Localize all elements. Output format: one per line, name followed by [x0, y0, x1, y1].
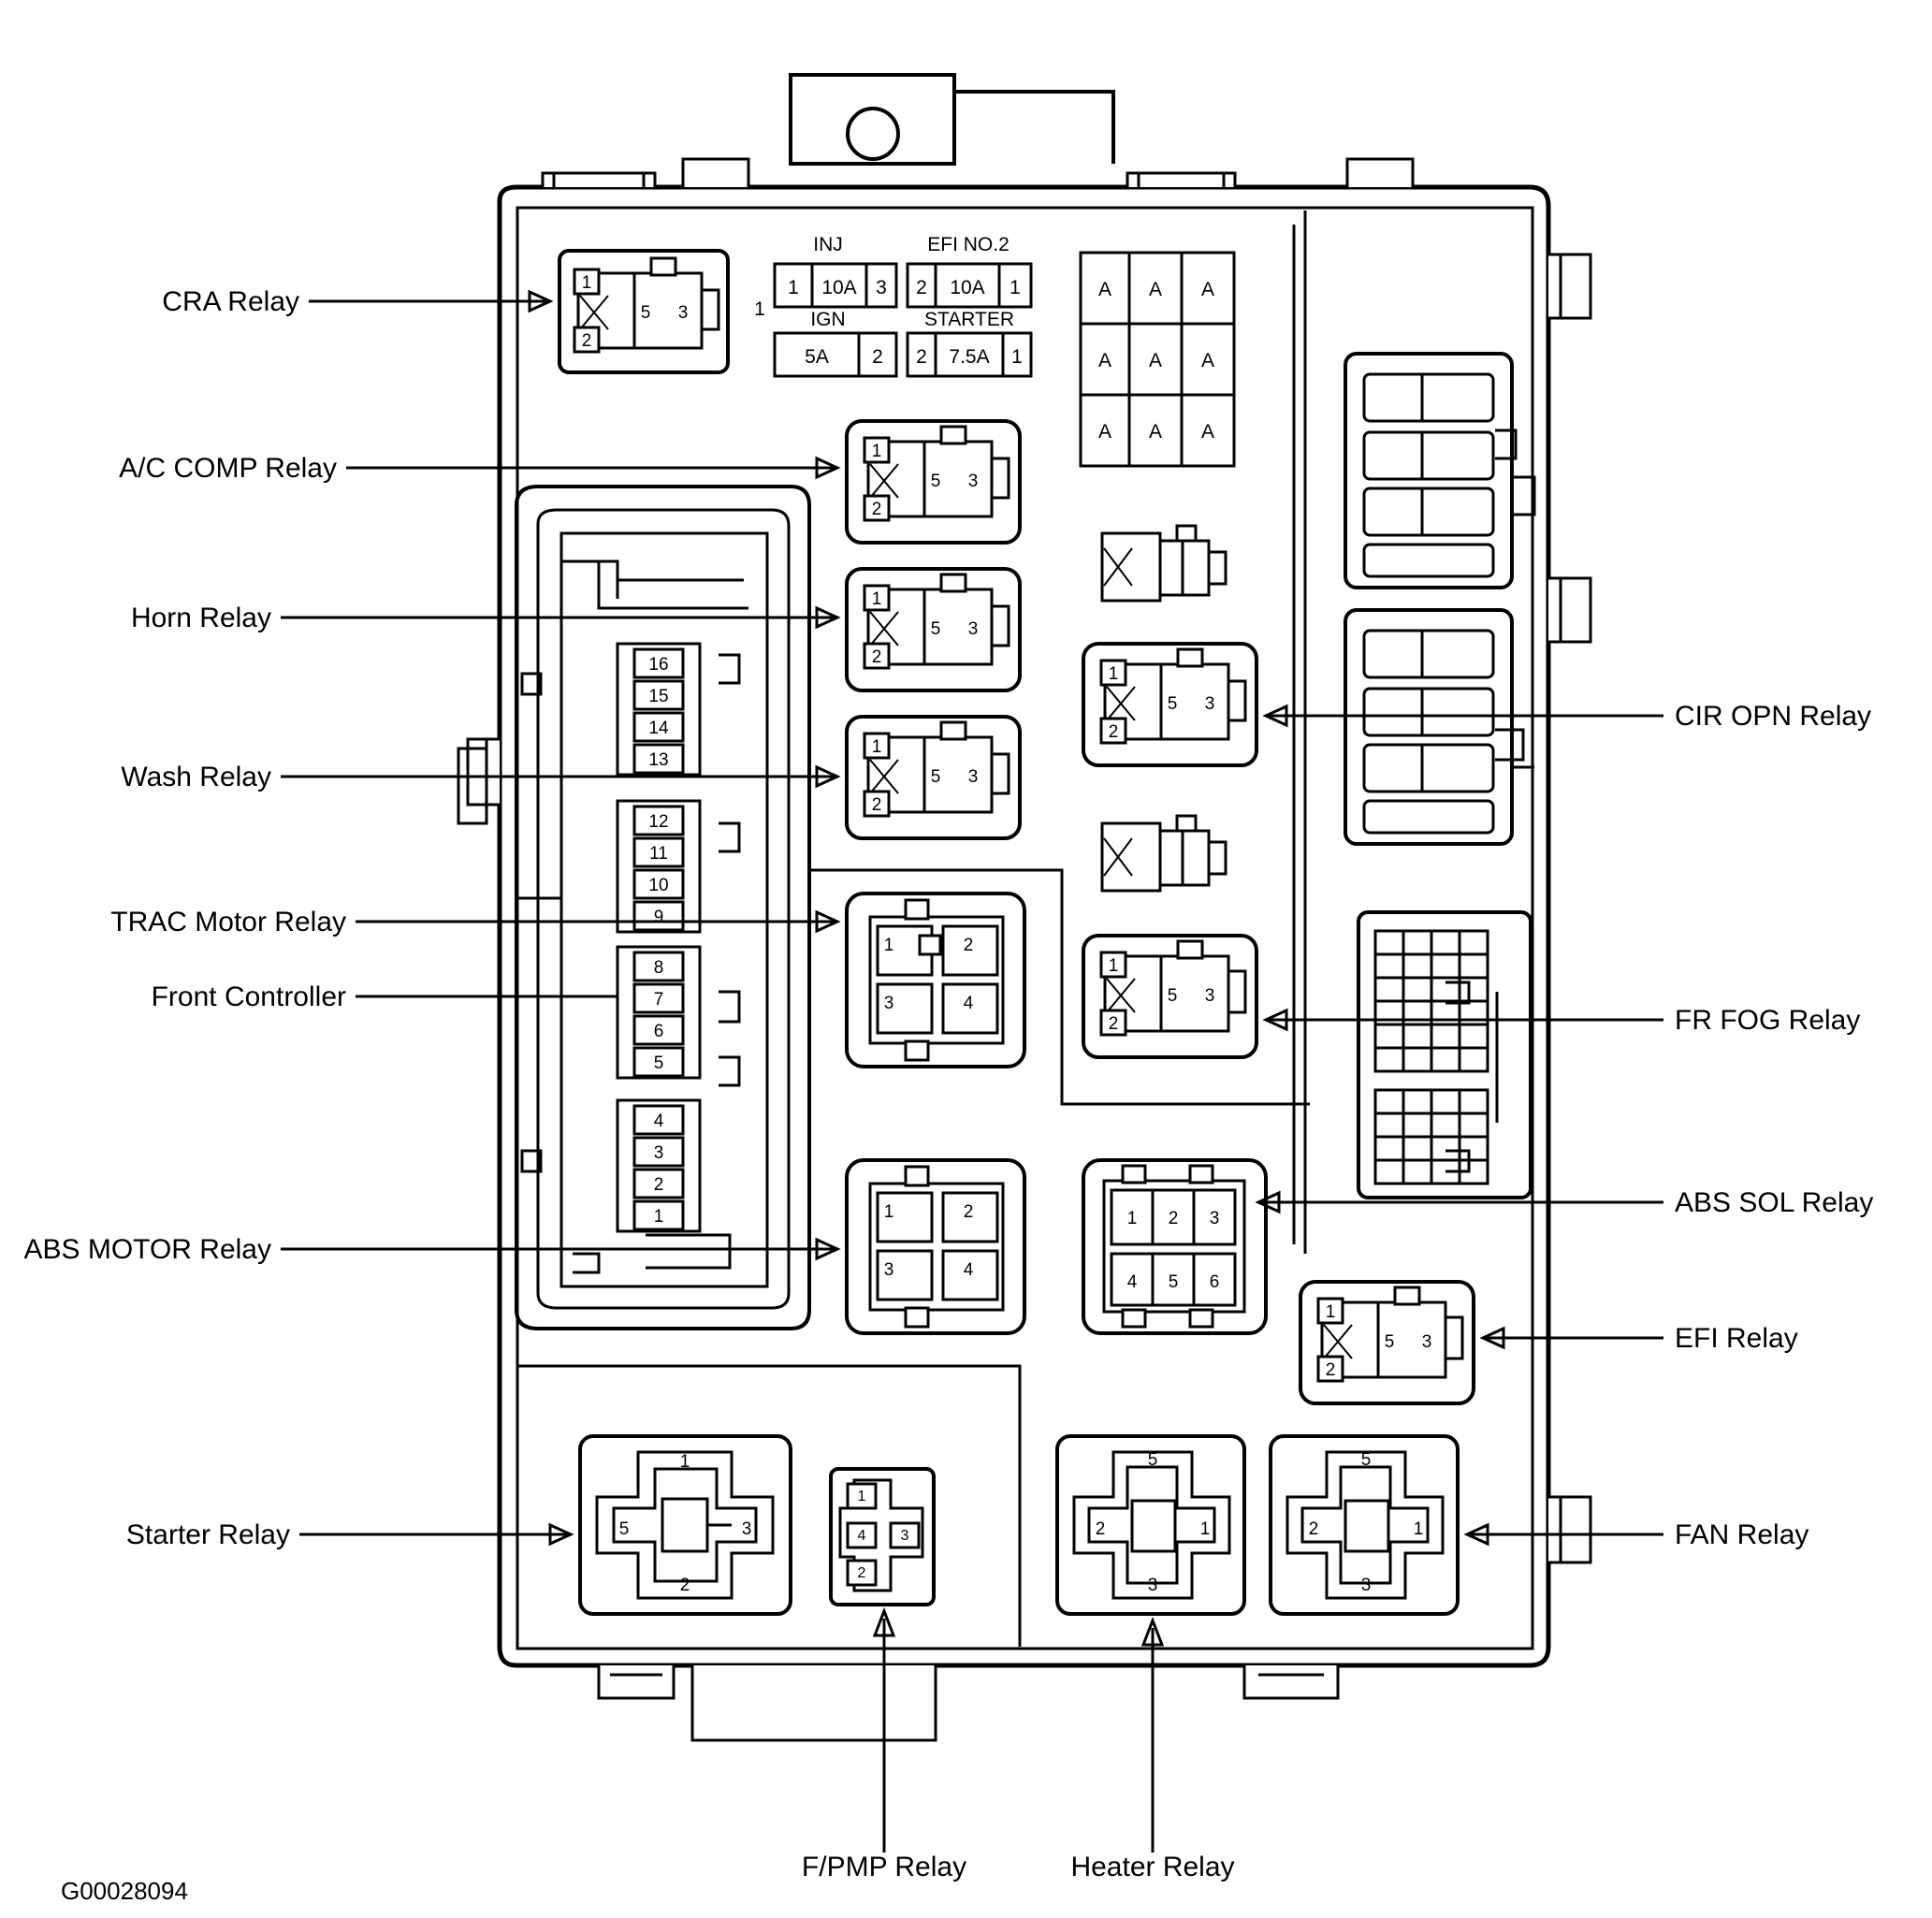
svg-text:9: 9: [653, 908, 664, 927]
svg-text:1: 1: [871, 442, 882, 461]
fuse-grid-cell: A: [1200, 350, 1215, 371]
svg-text:1: 1: [1413, 1519, 1424, 1539]
svg-text:3: 3: [1204, 986, 1215, 1006]
fuse-grid-cell: A: [1097, 421, 1112, 443]
svg-text:2: 2: [963, 936, 974, 955]
fuse-inj-name: INJ: [813, 234, 843, 255]
relay-fr-fog: [1083, 936, 1257, 1057]
svg-text:10: 10: [648, 876, 669, 895]
svg-text:3: 3: [883, 1260, 894, 1280]
svg-text:1: 1: [1126, 1209, 1138, 1228]
svg-text:5: 5: [930, 619, 941, 639]
fuse-efi2-right: 1: [1010, 277, 1021, 298]
fuse-efi2-left: 2: [916, 277, 927, 298]
fuse-ign-amp: 5A: [805, 346, 829, 368]
svg-text:2: 2: [653, 1175, 664, 1195]
svg-text:1: 1: [1199, 1519, 1211, 1539]
fuse-starter-amp: 7.5A: [949, 346, 990, 368]
svg-text:2: 2: [1325, 1360, 1336, 1380]
svg-text:8: 8: [653, 958, 664, 978]
svg-text:2: 2: [871, 647, 882, 667]
fuse-grid-cell: A: [1148, 350, 1163, 371]
label-ac-comp-relay: A/C COMP Relay: [119, 453, 337, 484]
svg-text:2: 2: [1095, 1519, 1106, 1539]
svg-text:5: 5: [618, 1519, 630, 1539]
relay-horn: [847, 569, 1020, 690]
svg-text:3: 3: [1209, 1209, 1220, 1228]
label-horn-relay: Horn Relay: [130, 603, 271, 633]
pin-stack-12-9: [617, 801, 700, 932]
pin-stack-8-5: [617, 947, 700, 1078]
svg-text:1: 1: [857, 1489, 866, 1504]
fuse-efi2-amp: 10A: [950, 277, 985, 298]
label-trac-motor-relay: TRAC Motor Relay: [110, 907, 346, 937]
svg-text:5: 5: [1147, 1450, 1158, 1470]
svg-text:15: 15: [648, 687, 669, 706]
svg-text:4: 4: [857, 1528, 866, 1544]
svg-text:1: 1: [1108, 664, 1119, 684]
svg-text:4: 4: [1126, 1272, 1138, 1292]
fuse-grid: [1081, 253, 1234, 466]
fuse-grid-cell: A: [1200, 421, 1215, 443]
svg-text:1: 1: [871, 737, 882, 757]
svg-text:6: 6: [1209, 1272, 1220, 1292]
right-connector-middle: [1345, 610, 1534, 844]
relay-heater: [1057, 1436, 1244, 1614]
pin-stack-16-13: [617, 644, 700, 775]
fuse-grid-cell: A: [1200, 279, 1215, 300]
svg-text:2: 2: [871, 795, 882, 815]
fuse-inj-right: 3: [876, 277, 887, 298]
svg-text:2: 2: [679, 1576, 690, 1595]
fuse-inj-left: 1: [788, 277, 799, 298]
svg-text:3: 3: [1360, 1576, 1372, 1595]
fuse-table-leading-pin: 1: [754, 298, 765, 320]
label-fr-fog-relay: FR FOG Relay: [1675, 1005, 1861, 1036]
svg-text:1: 1: [581, 273, 592, 293]
fuse-grid-cell: A: [1097, 350, 1112, 371]
svg-text:13: 13: [648, 750, 669, 770]
svg-text:2: 2: [857, 1565, 866, 1581]
fuse-grid-cell: A: [1097, 279, 1112, 300]
svg-text:3: 3: [1147, 1576, 1158, 1595]
svg-text:3: 3: [741, 1519, 752, 1539]
svg-text:16: 16: [648, 655, 669, 675]
label-efi-relay: EFI Relay: [1675, 1323, 1798, 1354]
relay-cra: [559, 251, 728, 372]
label-starter-relay: Starter Relay: [125, 1519, 290, 1550]
fuse-starter-name: STARTER: [923, 309, 1015, 330]
fuse-ign-right: 2: [872, 346, 883, 368]
relay-fan: [1271, 1436, 1458, 1614]
svg-text:3: 3: [1421, 1332, 1432, 1352]
svg-text:2: 2: [1168, 1209, 1179, 1228]
label-abs-motor-relay: ABS MOTOR Relay: [23, 1234, 271, 1265]
label-cra-relay: CRA Relay: [162, 286, 299, 317]
svg-text:3: 3: [677, 303, 689, 323]
svg-text:2: 2: [871, 500, 882, 519]
pin-stack-4-1: [617, 1100, 700, 1231]
relay-abs-motor: [847, 1160, 1024, 1333]
fuse-starter-right: 1: [1011, 346, 1023, 368]
svg-text:3: 3: [1204, 694, 1215, 714]
svg-text:1: 1: [679, 1452, 690, 1472]
relay-trac-motor: [847, 894, 1024, 1067]
right-connector-upper: [1345, 354, 1534, 588]
svg-text:5: 5: [930, 767, 941, 787]
fuse-grid-cell: A: [1148, 279, 1163, 300]
svg-text:1: 1: [1325, 1302, 1336, 1322]
fuse-grid-cell: A: [1148, 421, 1163, 443]
svg-text:3: 3: [900, 1528, 909, 1544]
fuse-inj-amp: 10A: [821, 277, 857, 298]
svg-text:5: 5: [1384, 1332, 1395, 1352]
svg-text:5: 5: [1167, 694, 1178, 714]
fuse-ign-name: IGN: [810, 309, 846, 330]
svg-text:3: 3: [653, 1143, 664, 1163]
svg-text:3: 3: [967, 767, 979, 787]
label-fan-relay: FAN Relay: [1675, 1519, 1809, 1550]
label-wash-relay: Wash Relay: [121, 762, 271, 792]
relay-cir-opn: [1083, 644, 1257, 765]
svg-text:14: 14: [648, 719, 669, 738]
svg-text:3: 3: [883, 994, 894, 1013]
svg-text:1: 1: [653, 1207, 664, 1227]
svg-text:4: 4: [963, 994, 974, 1013]
svg-text:11: 11: [649, 844, 668, 864]
relay-fpmp: [831, 1469, 934, 1605]
fuse-starter-left: 2: [916, 346, 927, 368]
svg-text:3: 3: [967, 472, 979, 491]
svg-text:5: 5: [1360, 1450, 1372, 1470]
svg-text:2: 2: [963, 1202, 974, 1222]
svg-text:5: 5: [640, 303, 651, 323]
svg-text:7: 7: [653, 990, 664, 1010]
right-connector-lower: [1358, 912, 1531, 1198]
svg-text:1: 1: [883, 1202, 894, 1222]
svg-text:2: 2: [1308, 1519, 1319, 1539]
relay-abs-sol: [1083, 1160, 1266, 1333]
label-abs-sol-relay: ABS SOL Relay: [1675, 1187, 1874, 1218]
svg-text:2: 2: [1108, 722, 1119, 742]
figure-id-code: G00028094: [61, 1877, 188, 1905]
label-front-controller: Front Controller: [151, 981, 346, 1012]
label-fpmp-relay: F/PMP Relay: [801, 1852, 967, 1882]
svg-text:1: 1: [871, 589, 882, 609]
svg-text:5: 5: [653, 1053, 664, 1073]
label-cir-opn-relay: CIR OPN Relay: [1675, 701, 1872, 732]
svg-text:4: 4: [653, 1112, 664, 1131]
svg-text:2: 2: [1108, 1014, 1119, 1034]
relay-ac-comp: [847, 421, 1020, 543]
svg-text:2: 2: [581, 331, 592, 351]
svg-text:6: 6: [653, 1022, 664, 1041]
svg-text:4: 4: [963, 1260, 974, 1280]
relay-efi: [1300, 1282, 1474, 1403]
svg-text:5: 5: [930, 472, 941, 491]
fuse-efi2-name: EFI NO.2: [927, 234, 1010, 255]
svg-text:12: 12: [648, 812, 669, 832]
svg-text:1: 1: [1108, 956, 1119, 976]
relay-starter: [580, 1436, 791, 1614]
svg-text:3: 3: [967, 619, 979, 639]
svg-text:5: 5: [1167, 986, 1178, 1006]
svg-text:5: 5: [1168, 1272, 1179, 1292]
svg-text:1: 1: [883, 936, 894, 955]
label-heater-relay: Heater Relay: [1070, 1852, 1235, 1882]
relay-wash: [847, 717, 1020, 838]
